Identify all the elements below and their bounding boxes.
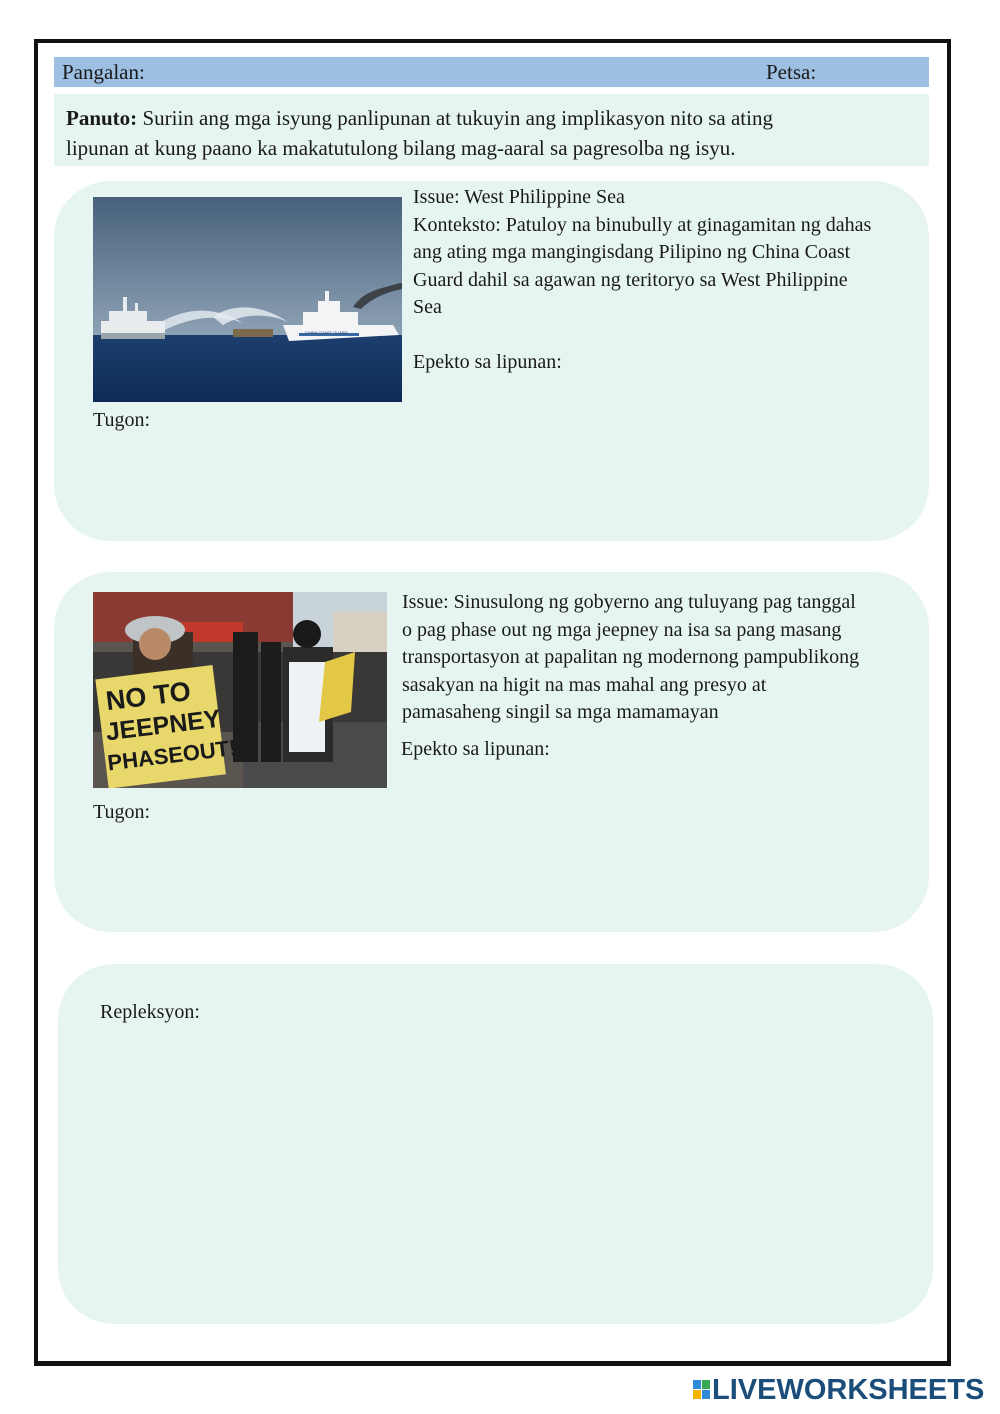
card2-response-label: Tugon: <box>93 801 151 823</box>
card1-issue: Issue: West Philippine Sea <box>413 186 625 208</box>
sign-line-3: PHASEOUT! <box>106 734 238 776</box>
liveworksheets-mark-icon <box>692 1379 712 1401</box>
card1-text <box>413 184 871 322</box>
date-label: Petsa: <box>766 60 817 84</box>
card2-issue-4: sasakyan na higit na mas mahal ang presyo at <box>402 673 767 696</box>
liveworksheets-logo <box>692 1374 992 1406</box>
card2-text <box>402 589 859 727</box>
card2-issue-1: Issue: Sinusulong ng gobyerno ang tuluyang pag tanggal <box>402 591 856 613</box>
instructions-bold: Panuto: <box>66 106 138 130</box>
card2-effect-label: Epekto sa lipunan: <box>401 738 550 760</box>
card1-context-4: Sea <box>413 296 442 318</box>
instructions-line1: Suriin ang mga isyung panlipunan at tukuyin ang implikasyon nito sa ating <box>137 106 773 130</box>
ships-image <box>93 197 402 402</box>
card1-context-3: Guard dahil sa agawan ng teritoryo sa West Philippine <box>413 268 848 291</box>
coast-guard-photo <box>93 197 402 402</box>
card2-issue-2: o pag phase out ng mga jeepney na isa sa pang masang <box>402 618 842 641</box>
instructions-line2: lipunan at kung paano ka makatutulong bilang mag-aaral sa pagresolba ng isyu. <box>66 136 736 160</box>
card1-effect-label: Epekto sa lipunan: <box>413 351 562 373</box>
card1-context-1: Konteksto: Patuloy na binubully at ginagamitan ng dahas <box>413 213 872 236</box>
sign-line-1: NO TO <box>104 676 193 717</box>
instructions <box>54 94 929 166</box>
liveworksheets-wordmark: LIVEWORKSHEETS <box>712 1374 985 1406</box>
header-bar <box>54 57 929 87</box>
ship-hull-text: CHINA COAST GUARD <box>305 330 348 335</box>
card2-issue-5: pamasaheng singil sa mga mamamayan <box>402 701 719 723</box>
card2-issue-3: transportasyon at papalitan ng modernong pampublikong <box>402 646 860 668</box>
protest-image <box>93 592 387 788</box>
card1-context-2: ang ating mga mangingisdang Pilipino ng China Coast <box>413 241 851 263</box>
jeepney-protest-photo <box>93 592 387 788</box>
reflection-label: Repleksyon: <box>100 1001 200 1023</box>
sign-line-2: JEEPNEY <box>104 704 223 747</box>
card1-response-label: Tugon: <box>93 409 151 431</box>
name-label: Pangalan: <box>62 60 145 84</box>
